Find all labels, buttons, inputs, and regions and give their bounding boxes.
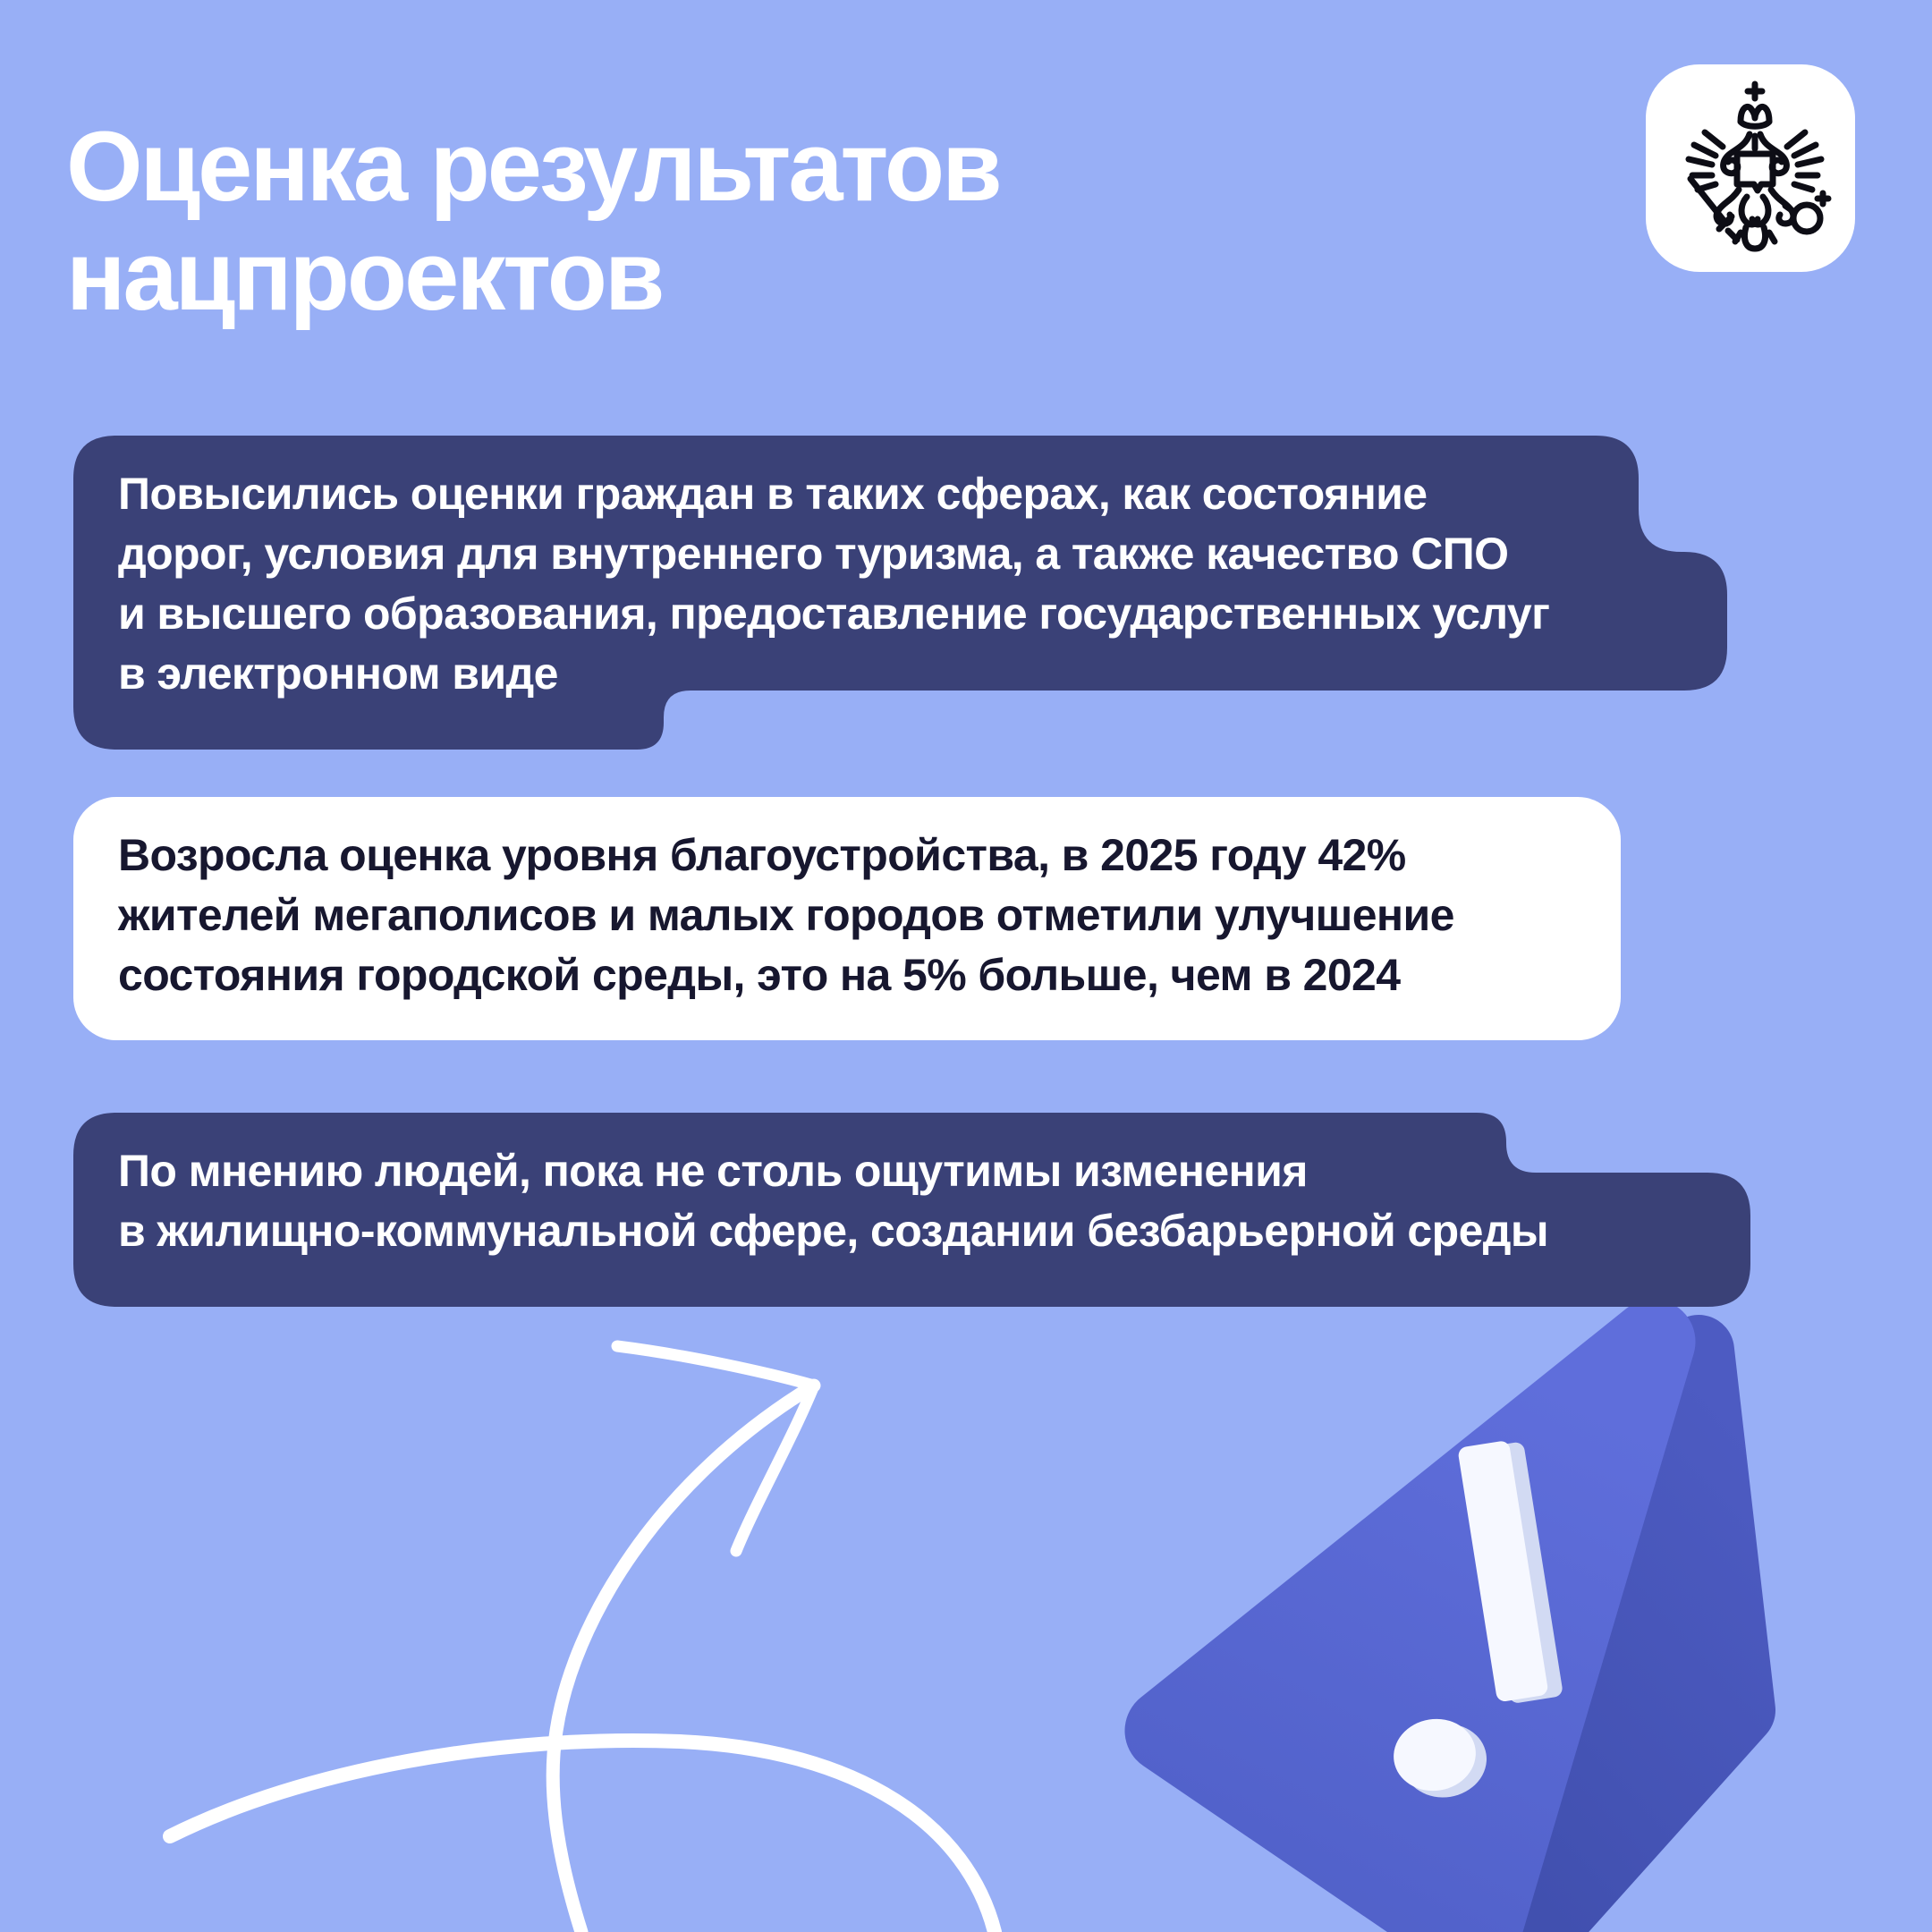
card-3-line-2: в жилищно-коммунальной сфере, создании безбарьерной среды bbox=[118, 1206, 1549, 1256]
card-1-text bbox=[118, 464, 1549, 704]
card-1-line-2: дорог, условия для внутреннего туризма, а также качество СПО bbox=[118, 529, 1509, 579]
curved-arrow-doodle bbox=[170, 1346, 995, 1932]
page-title bbox=[66, 113, 1000, 331]
card-2-text bbox=[118, 826, 1454, 1005]
page-title-line-1: Оценка результатов bbox=[66, 112, 1000, 222]
card-1-line-3: и высшего образования, предоставление государственных услуг bbox=[118, 589, 1550, 639]
arrow-head-upper-stroke bbox=[617, 1346, 814, 1385]
card-2-line-2: жителей мегаполисов и малых городов отметили улучшение bbox=[118, 890, 1454, 940]
card-3-text bbox=[118, 1141, 1548, 1261]
card-3-line-1: По мнению людей, пока не столь ощутимы изменения bbox=[118, 1146, 1308, 1196]
loop-doodle bbox=[170, 1741, 995, 1932]
exclamation-triangle-illustration bbox=[1167, 1342, 1740, 1932]
card-1-line-1: Повысились оценки граждан в таких сферах, как состояние bbox=[118, 469, 1428, 519]
card-2-line-1: Возросла оценка уровня благоустройства, в 2025 году 42% bbox=[118, 830, 1406, 880]
card-2-line-3: состояния городской среды, это на 5% больше, чем в 2024 bbox=[118, 950, 1401, 1000]
logo-tile bbox=[1646, 64, 1855, 272]
card-1-line-4: в электронном виде bbox=[118, 648, 558, 699]
page-title-line-2: нацпроектов bbox=[66, 221, 663, 331]
double-headed-eagle-logo bbox=[1646, 64, 1855, 272]
